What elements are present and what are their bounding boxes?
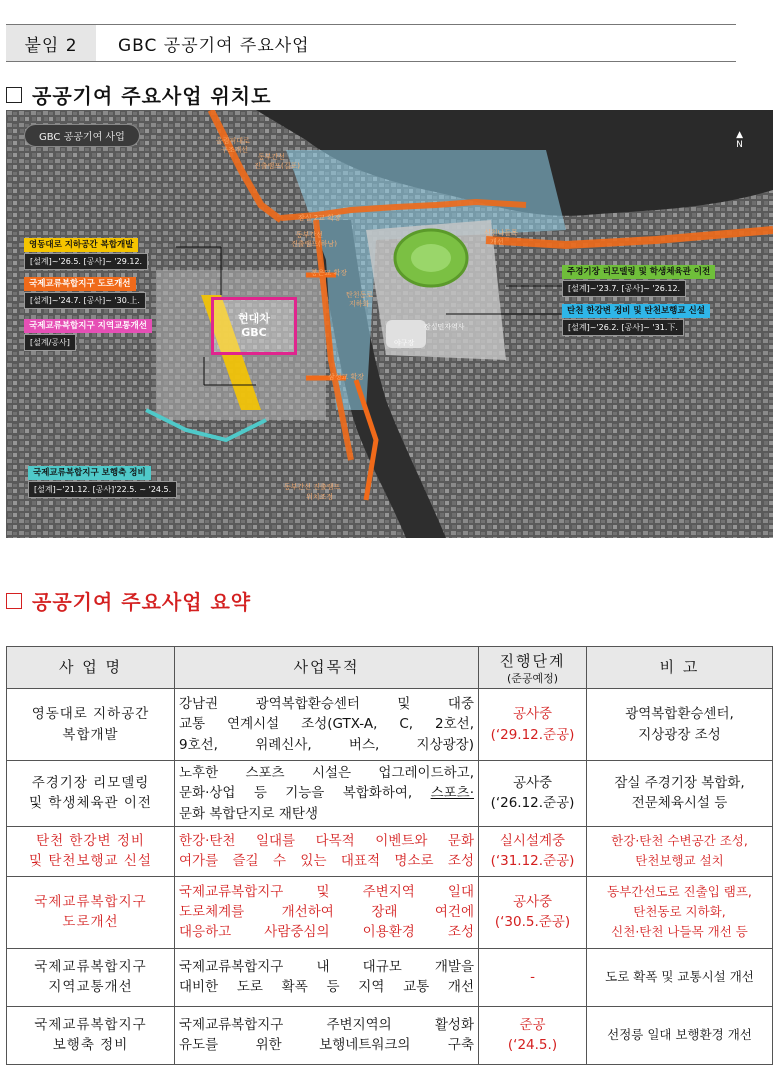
table-row <box>7 876 773 948</box>
row-stage-date: (‘31.12.준공) <box>490 853 575 870</box>
table-row <box>7 761 773 827</box>
row-name <box>7 1006 175 1064</box>
row-name-line: 및 학생체육관 이전 <box>29 795 152 812</box>
callout-yeongdong-title: 영동대로 지하공간 복합개발 <box>24 238 138 252</box>
row-name-line: 도로개선 <box>62 914 119 931</box>
map-label-samseong-bridge: 삼성교 확장 <box>328 373 365 381</box>
callout-stadium-title: 주경기장 리모델링 및 학생체육관 이전 <box>562 265 715 279</box>
row-name-line: 복합개발 <box>62 726 119 743</box>
row-purpose-line: 여가를 즐길 수 있는 대표적 명소로 조성 <box>179 853 474 870</box>
row-stage-date: (‘29.12.준공) <box>490 726 575 743</box>
map-badge: GBC 공공기여 사업 <box>24 124 140 147</box>
row-purpose-line: 도로체계를 개선하여 장래 여건에 <box>179 904 474 921</box>
row-name-line: 및 탄천보행교 신설 <box>29 853 152 870</box>
row-purpose-line: 9호선, 위례신사, 버스, 지상광장) <box>179 736 474 753</box>
map-label-improve: 개선 <box>490 238 504 246</box>
row-name-line: 국제교류복합지구 <box>34 1017 147 1033</box>
row-purpose-line: 국제교류복합지구 및 주변지역 일대 <box>179 883 474 900</box>
row-stage <box>479 1006 587 1064</box>
map-section-title <box>6 80 271 109</box>
row-stage-status: 실시설계중 <box>499 833 566 849</box>
row-purpose <box>175 948 479 1006</box>
table-row <box>7 689 773 761</box>
map-label-structure: 구조개선 <box>221 146 249 154</box>
summary-section-title-text: 공공기여 주요사업 요약 <box>32 590 252 614</box>
map-label-tancheon-road: 탄천동로 <box>346 291 374 299</box>
row-purpose-line: 유도를 위한 보행네트워크의 구축 <box>179 1037 474 1054</box>
row-stage-date: (‘30.5.준공) <box>494 914 571 931</box>
row-purpose-line: 대응하고 사람중심의 이용환경 조성 <box>179 924 474 941</box>
row-purpose <box>175 1006 479 1064</box>
row-name-line: 주경기장 리모델링 <box>31 775 150 792</box>
table-row <box>7 826 773 876</box>
row-note-line: 전문체육시설 등 <box>631 795 728 812</box>
callout-tancheon-title: 탄천 한강변 정비 및 탄천보행교 신설 <box>562 304 710 318</box>
map-label-olympic: 올림픽대로 <box>216 137 250 145</box>
callout-road-sub: [설계]~'24.7. [공사]~ '30.上. <box>24 292 146 309</box>
row-purpose <box>175 826 479 876</box>
project-summary-table <box>6 646 773 1065</box>
document-header <box>6 24 736 62</box>
checkbox-icon <box>6 593 22 609</box>
row-purpose <box>175 689 479 761</box>
row-note-line: 한강·탄천 수변공간 조성, <box>611 833 748 848</box>
callout-road-title: 국제교류복합지구 도로개선 <box>24 277 136 291</box>
row-purpose-line: 노후한 스포츠 시설은 업그레이드하고, <box>179 765 474 781</box>
row-stage-date: (‘24.5.) <box>507 1037 558 1054</box>
document-title: GBC 공공기여 주요사업 <box>118 35 310 56</box>
row-note <box>587 876 773 948</box>
row-name <box>7 948 175 1006</box>
row-name <box>7 876 175 948</box>
row-note-line: 잠실 주경기장 복합화, <box>614 775 745 792</box>
row-stage-status: 공사중 <box>512 706 553 723</box>
row-note-line: 탄천동로 지하화, <box>633 904 726 920</box>
row-note-line: 지상광장 조성 <box>638 726 721 743</box>
row-stage <box>479 826 587 876</box>
row-purpose <box>175 876 479 948</box>
row-note <box>587 761 773 827</box>
row-purpose <box>175 761 479 827</box>
row-stage <box>479 948 587 1006</box>
location-map <box>6 110 773 538</box>
row-name <box>7 689 175 761</box>
map-label-ramp-gimpo: 진출램프(길포) <box>254 162 301 170</box>
callout-local-traffic-title: 국제교류복합지구 지역교통개선 <box>24 319 152 333</box>
header-stage-label: 진행단계 <box>499 651 566 670</box>
row-note-line: 탄천보행교 설치 <box>635 853 724 869</box>
row-name <box>7 826 175 876</box>
row-purpose-underlined: 스포츠· <box>430 785 474 802</box>
row-name-line: 보행축 정비 <box>52 1037 129 1054</box>
callout-tancheon-sub: [설계]~'26.2. [공사]~ '31.下. <box>562 319 684 336</box>
map-label-ramp-hanam: 진출램프(하남) <box>291 240 338 248</box>
gbc-label-1: 현대차 <box>238 311 270 325</box>
row-purpose-line: 강남권 광역복합환승센터 및 대중 <box>179 696 474 713</box>
row-purpose-line: 교통 연계시설 조성(GTX-A, C, 2호선, <box>179 716 474 733</box>
row-purpose-line: 한강·탄천 일대를 다목적 이벤트와 문화 <box>179 833 474 849</box>
header-name: 사 업 명 <box>7 647 175 689</box>
row-note-line: 도로 확폭 및 교통시설 개선 <box>605 969 754 985</box>
row-note <box>587 689 773 761</box>
row-purpose-fragment: 문화·상업 등 기능을 복합화하여, <box>179 785 431 802</box>
callout-yeongdong-sub: [설계]~'26.5. [공사]~ '29.12. <box>24 253 148 270</box>
row-stage-status: 공사중 <box>512 894 553 910</box>
row-stage-status: - <box>530 969 535 986</box>
map-section-title-text: 공공기여 주요사업 위치도 <box>32 84 272 108</box>
row-name-line: 국제교류복합지구 <box>34 894 147 910</box>
callout-walk-title: 국제교류복합지구 보행축 정비 <box>28 466 151 480</box>
row-name-line: 지역교통개선 <box>48 979 133 996</box>
row-stage-status: 준공 <box>519 1017 546 1033</box>
table-row <box>7 1006 773 1064</box>
row-note <box>587 948 773 1006</box>
header-purpose: 사업목적 <box>175 647 479 689</box>
row-name <box>7 761 175 827</box>
row-note <box>587 1006 773 1064</box>
row-stage <box>479 761 587 827</box>
map-label-east-ramp: 동부간선 진출램프 <box>284 483 341 491</box>
map-label-underground: 지하화 <box>349 300 370 308</box>
header-stage <box>479 647 587 689</box>
table-header-row <box>7 647 773 689</box>
row-name-line: 국제교류복합지구 <box>34 959 147 975</box>
callout-stadium-sub: [설계]~'23.7. [공사]~ '26.12. <box>562 280 686 297</box>
row-stage-status: 공사중 <box>512 775 553 792</box>
row-note <box>587 826 773 876</box>
map-label-east-expressway-2: 동부간선 <box>296 231 324 239</box>
map-label-east-expressway: 동부간선 <box>258 153 286 161</box>
map-label-relocation: 위치조정 <box>306 493 334 501</box>
map-label-sincheon-ic: 신천나들목 <box>484 229 518 237</box>
row-note-line: 선정릉 일대 보행환경 개선 <box>607 1027 752 1043</box>
gbc-label-2: GBC <box>241 326 267 339</box>
gbc-site-marker <box>211 297 297 355</box>
row-name-line: 탄천 한강변 정비 <box>36 833 145 849</box>
row-note-line: 광역복합환승센터, <box>625 706 734 723</box>
row-name-line: 영동대로 지하공간 <box>31 706 150 723</box>
north-arrow-icon: ▲ N <box>736 130 743 150</box>
row-note-line: 신천·탄천 나들목 개선 등 <box>611 924 748 940</box>
row-purpose-line: 문화 복합단지로 재탄생 <box>179 805 318 822</box>
row-purpose-line: 국제교류복합지구 주변지역의 활성화 <box>179 1017 474 1033</box>
row-purpose-line <box>179 783 474 803</box>
row-stage-date: (‘26.12.준공) <box>490 795 575 812</box>
callout-walk-sub: [설계]~'21.12. [공사]'22.5. ~ '24.5. <box>28 481 177 498</box>
row-purpose-line: 국제교류복합지구 내 대규모 개발을 <box>179 959 474 975</box>
attachment-tag: 붙임 2 <box>6 25 96 61</box>
table-row <box>7 948 773 1006</box>
row-stage <box>479 689 587 761</box>
header-note: 비 고 <box>587 647 773 689</box>
row-stage <box>479 876 587 948</box>
checkbox-icon <box>6 87 22 103</box>
map-label-bongeun-bridge: 봉은교 확장 <box>311 269 348 277</box>
map-label-jamsil-station: 잠실민자역사 <box>424 323 465 331</box>
row-purpose-line: 대비한 도로 확폭 등 지역 교통 개선 <box>179 979 474 996</box>
row-note-line: 동부간선도로 진출입 램프, <box>607 883 752 899</box>
header-stage-sub: (준공예정) <box>506 672 559 686</box>
map-label-jamsil2-bridge: 잠실 2교 확장 <box>298 214 341 222</box>
callout-local-traffic-sub: [설계/공사] <box>24 334 76 351</box>
summary-section-title <box>6 586 251 615</box>
north-label: N <box>736 140 743 150</box>
map-label-baseball: 야구장 <box>394 339 415 347</box>
